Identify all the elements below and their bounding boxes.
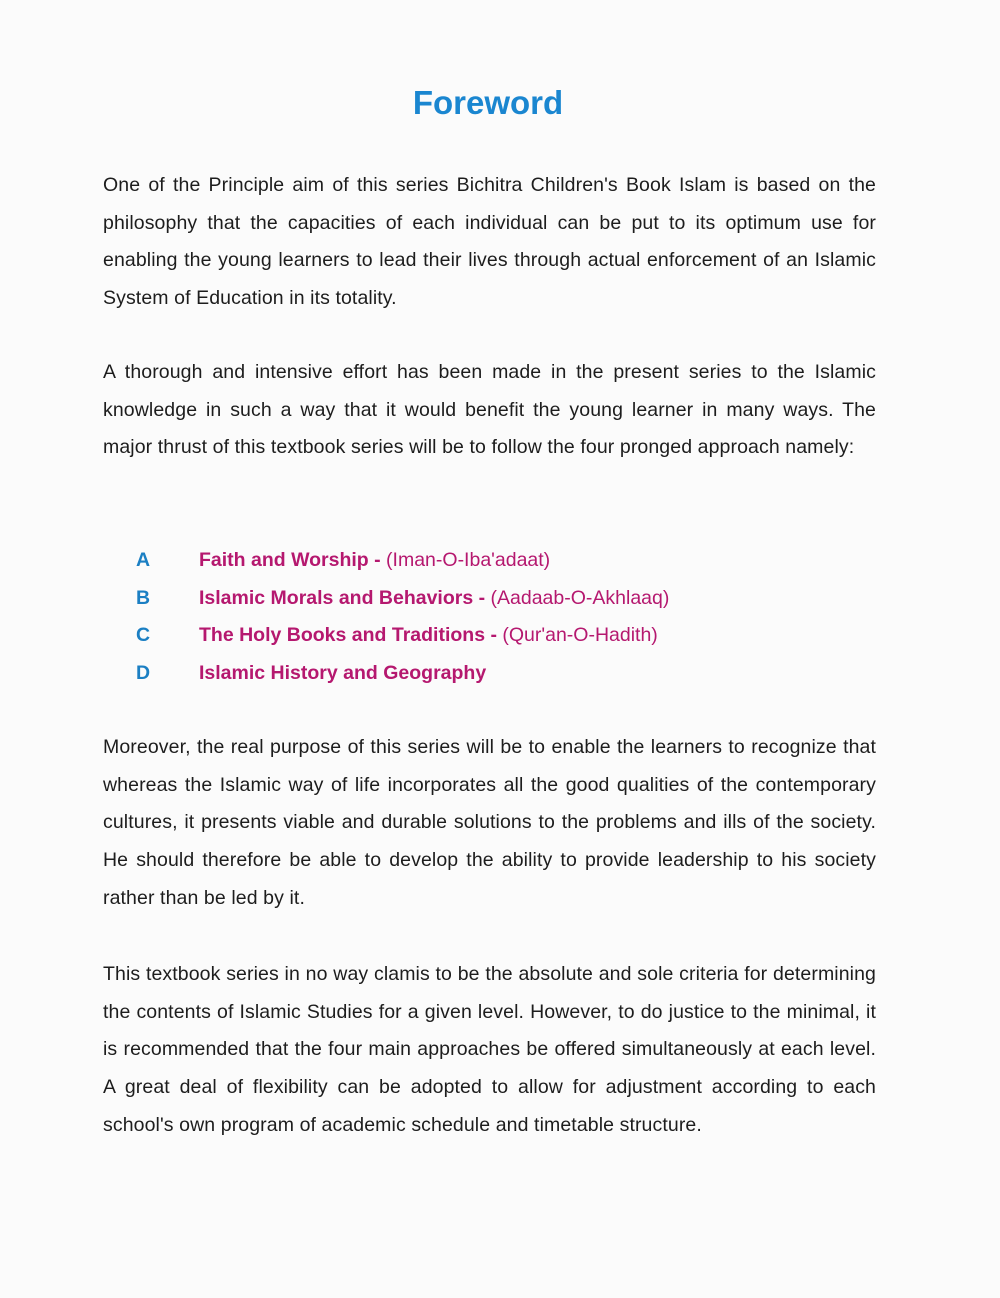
approach-subtitle: (Qur'an-O-Hadith)	[496, 624, 658, 646]
approach-heading: The Holy Books and Traditions -	[199, 624, 497, 646]
approach-item	[136, 580, 669, 618]
approach-heading: Faith and Worship -	[199, 549, 381, 571]
approach-item	[136, 655, 669, 693]
approach-letter: B	[136, 586, 151, 609]
paragraph-intro: One of the Principle aim of this series Bichitra Children's Book Islam is based on the philosophy that the capacities of each individual can be put to its optimum use for enabling the young learners to lead their lives through actual enforcement of an Islamic System of Education in its totality.	[103, 174, 876, 310]
approaches-list	[136, 542, 669, 692]
paragraph-flexibility: This textbook series in no way clamis to be the absolute and sole criteria for determining the contents of Islamic Studies for a given level. However, to do justice to the minimal, it is recommended that the four main approaches be offered simultaneously at each level. A great deal of flexibility can be adopted to allow for adjustment according to each school's own program of academic schedule and timetable structure.	[103, 963, 876, 1136]
approach-subtitle: (Iman-O-Iba'adaat)	[380, 549, 551, 571]
approach-heading: Islamic Morals and Behaviors -	[199, 586, 486, 609]
approach-item	[136, 542, 669, 580]
approach-letter: C	[136, 624, 151, 646]
paragraph-effort: A thorough and intensive effort has been made in the present series to the Islamic knowledge in such a way that it would benefit the young learner in many ways. The major thrust of this textbook series will be to follow the four pronged approach namely:	[103, 361, 876, 459]
paragraph-purpose: Moreover, the real purpose of this series will be to enable the learners to recognize that whereas the Islamic way of life incorporates all the good qualities of the contemporary cultures, it presents viable and durable solutions to the problems and ills of the society. He should therefore be able to develop the ability to provide leadership to his society rather than be led by it.	[103, 736, 876, 909]
page-title: Foreword	[412, 84, 564, 121]
approach-subtitle: (Aadaab-O-Akhlaaq)	[485, 586, 670, 609]
approach-letter: A	[136, 549, 151, 571]
approach-heading: Islamic History and Geography	[199, 661, 487, 684]
approach-item	[136, 617, 669, 655]
approach-letter: D	[136, 661, 151, 684]
